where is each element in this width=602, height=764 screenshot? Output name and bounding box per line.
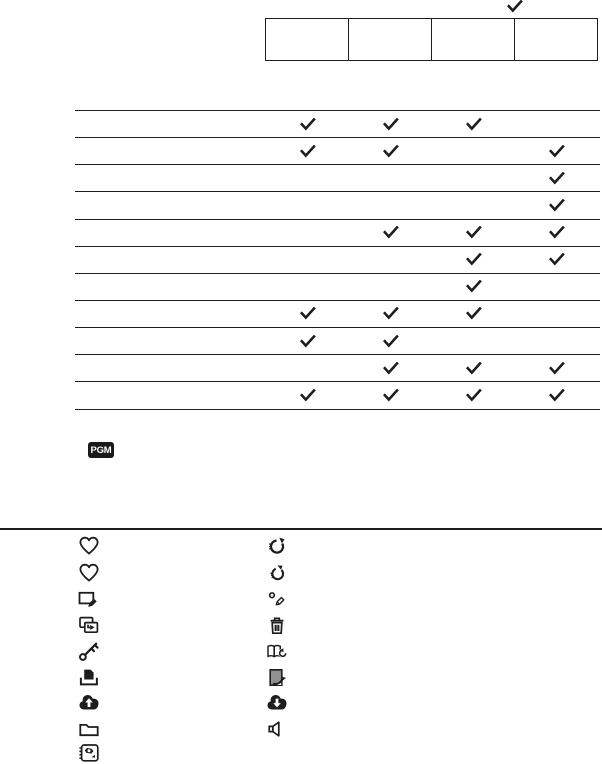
feature-row — [75, 191, 600, 218]
header-checkmark-icon — [507, 0, 523, 13]
feature-row — [75, 381, 600, 408]
feature-row — [75, 273, 600, 300]
checkmark-icon — [466, 389, 482, 402]
rotate-clockwise-icon — [266, 535, 288, 557]
checkmark-icon — [300, 307, 316, 320]
print-icon — [78, 667, 100, 689]
feature-row — [75, 219, 600, 246]
loop-pencil-memo-icon — [266, 588, 288, 610]
feature-table — [75, 110, 600, 410]
feature-row — [75, 137, 600, 164]
feature-row — [75, 164, 600, 191]
feature-row — [75, 110, 600, 137]
checkmark-icon — [383, 362, 399, 375]
checkmark-icon — [466, 226, 482, 239]
checkmark-icon — [383, 118, 399, 131]
pgm-badge: PGM — [88, 442, 114, 458]
feature-row — [75, 300, 600, 327]
checkmark-icon — [383, 307, 399, 320]
header-cell — [348, 19, 431, 60]
compatibility-header-table — [265, 18, 598, 61]
checkmark-icon — [549, 362, 565, 375]
checkmark-icon — [549, 199, 565, 212]
cloud-download-icon — [266, 692, 288, 714]
checkmark-icon — [549, 253, 565, 266]
checkmark-icon — [466, 362, 482, 375]
checkmark-icon — [383, 389, 399, 402]
heart-icon — [78, 562, 100, 584]
feature-row — [75, 246, 600, 273]
checkmark-icon — [466, 253, 482, 266]
checkmark-icon — [549, 145, 565, 158]
checkmark-icon — [300, 118, 316, 131]
checkmark-icon — [549, 172, 565, 185]
copy-frames-icon — [78, 615, 100, 637]
header-cell — [431, 19, 514, 60]
checkmark-icon — [549, 226, 565, 239]
checkmark-icon — [300, 145, 316, 158]
checkmark-icon — [300, 335, 316, 348]
checkmark-icon — [383, 226, 399, 239]
checkmark-icon — [300, 389, 316, 402]
camera-album-icon — [78, 742, 100, 764]
checkmark-icon — [466, 118, 482, 131]
section-divider — [0, 528, 602, 530]
reference-book-refresh-icon — [266, 641, 288, 663]
speaker-icon — [266, 718, 288, 740]
header-cell — [266, 19, 348, 60]
heart-icon — [78, 535, 100, 557]
checkmark-icon — [549, 389, 565, 402]
checkmark-icon — [466, 280, 482, 293]
checkmark-icon — [466, 307, 482, 320]
checkmark-icon — [383, 335, 399, 348]
edit-frame-icon — [78, 588, 100, 610]
rotate-clockwise-small-icon — [264, 560, 290, 586]
feature-row — [75, 354, 600, 381]
trash-icon — [266, 615, 288, 637]
cloud-upload-icon — [78, 692, 100, 714]
folder-icon — [78, 718, 100, 740]
header-cell — [514, 19, 597, 60]
file-convert-icon — [266, 667, 288, 689]
checkmark-icon — [383, 145, 399, 158]
protect-key-icon — [78, 641, 100, 663]
feature-row — [75, 327, 600, 354]
